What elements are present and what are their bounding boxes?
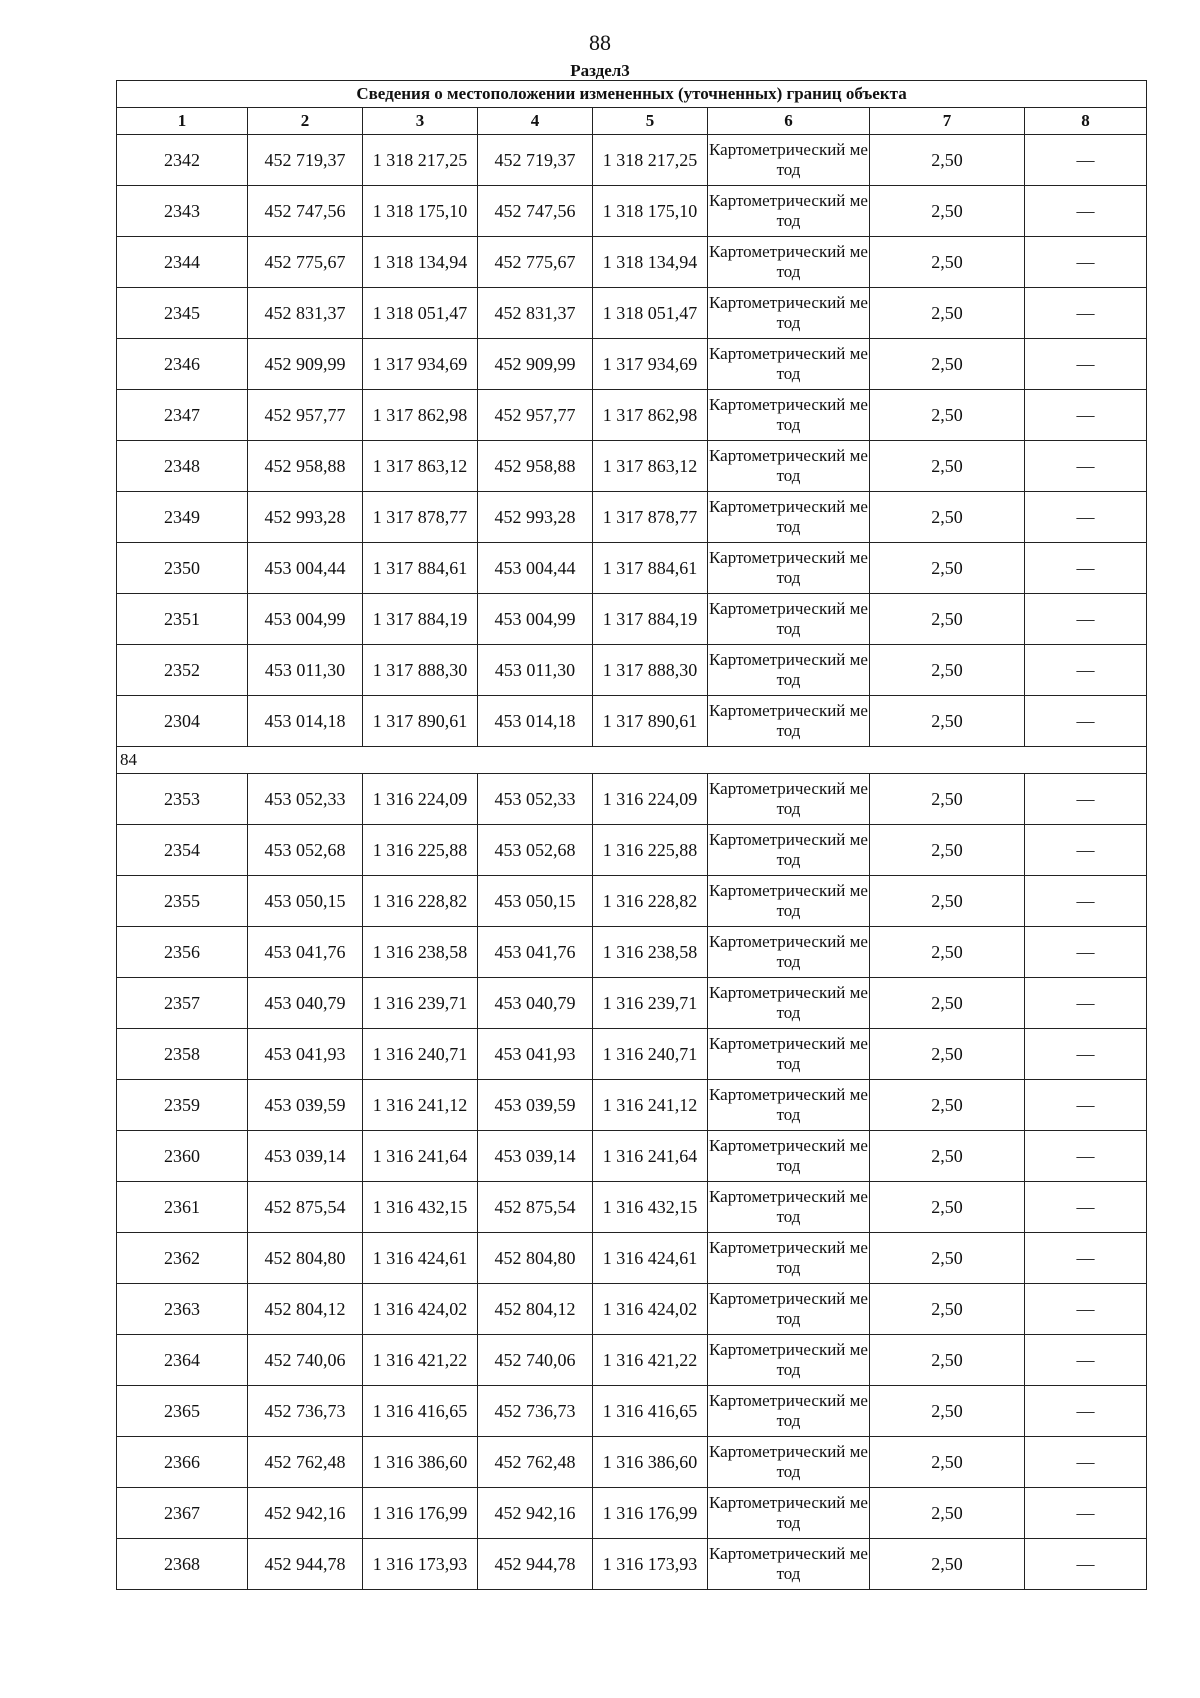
table-row [117, 1233, 1147, 1284]
table-row [117, 135, 1147, 186]
table-cell: 2,50 [870, 1182, 1025, 1233]
table-cell: 1 316 386,60 [363, 1437, 478, 1488]
table-cell: 2344 [117, 237, 248, 288]
table-cell: 2,50 [870, 1284, 1025, 1335]
table-cell: 453 052,33 [478, 774, 593, 825]
table-cell: 1 316 225,88 [593, 825, 708, 876]
table-cell: 2350 [117, 543, 248, 594]
table-cell: 1 317 890,61 [363, 696, 478, 747]
table-cell: 452 875,54 [248, 1182, 363, 1233]
page-number: 88 [589, 30, 611, 55]
table-cell: Картометрический метод [708, 594, 870, 645]
table-cell: 2,50 [870, 1437, 1025, 1488]
table-cell: — [1025, 927, 1147, 978]
table-cell: Картометрический метод [708, 543, 870, 594]
table-cell: — [1025, 1335, 1147, 1386]
table-cell: Картометрический метод [708, 1386, 870, 1437]
table-row [117, 288, 1147, 339]
table-cell: 452 993,28 [478, 492, 593, 543]
table-row [117, 1029, 1147, 1080]
table-row [117, 1182, 1147, 1233]
table-cell: 1 316 421,22 [593, 1335, 708, 1386]
table-cell: 2359 [117, 1080, 248, 1131]
table-cell: 452 747,56 [478, 186, 593, 237]
table-cell: 453 050,15 [248, 876, 363, 927]
table-cell: 452 993,28 [248, 492, 363, 543]
table-cell: — [1025, 594, 1147, 645]
table-cell: 2,50 [870, 1233, 1025, 1284]
table-cell: 453 052,68 [248, 825, 363, 876]
table-row [117, 1284, 1147, 1335]
table-cell: 453 041,93 [478, 1029, 593, 1080]
table-cell: 453 040,79 [248, 978, 363, 1029]
table-cell: Картометрический метод [708, 876, 870, 927]
table-row [117, 774, 1147, 825]
table-cell: 453 039,59 [248, 1080, 363, 1131]
table-cell: 2,50 [870, 645, 1025, 696]
table-row [117, 339, 1147, 390]
table-cell: 1 316 224,09 [363, 774, 478, 825]
table-cell: Картометрический метод [708, 135, 870, 186]
table-cell: Картометрический метод [708, 1335, 870, 1386]
table-cell: 453 004,99 [478, 594, 593, 645]
table-cell: 1 318 175,10 [363, 186, 478, 237]
table-cell: 2,50 [870, 1488, 1025, 1539]
table-row [117, 1386, 1147, 1437]
column-header: 3 [363, 108, 478, 135]
table-cell: 1 316 239,71 [363, 978, 478, 1029]
table-cell: 1 317 884,19 [593, 594, 708, 645]
column-header: 4 [478, 108, 593, 135]
table-cell: 1 317 884,61 [363, 543, 478, 594]
table-row [117, 543, 1147, 594]
table-cell: 1 316 424,02 [593, 1284, 708, 1335]
table-caption-row [117, 81, 1147, 108]
table-cell: 453 039,14 [478, 1131, 593, 1182]
table-cell: 1 316 228,82 [593, 876, 708, 927]
table-cell: 452 958,88 [248, 441, 363, 492]
table-cell: — [1025, 288, 1147, 339]
table-cell: 453 004,44 [478, 543, 593, 594]
table-cell: 453 052,33 [248, 774, 363, 825]
table-cell: 2,50 [870, 492, 1025, 543]
column-header: 5 [593, 108, 708, 135]
table-cell: 2343 [117, 186, 248, 237]
table-cell: Картометрический метод [708, 441, 870, 492]
table-cell: Картометрический метод [708, 339, 870, 390]
table-cell: — [1025, 339, 1147, 390]
table-cell: — [1025, 441, 1147, 492]
table-cell: 2347 [117, 390, 248, 441]
table-cell: 452 957,77 [248, 390, 363, 441]
table-cell: 2,50 [870, 237, 1025, 288]
table-cell: — [1025, 1437, 1147, 1488]
table-row [117, 978, 1147, 1029]
table-cell: 2352 [117, 645, 248, 696]
table-cell: 1 316 424,61 [363, 1233, 478, 1284]
table-cell: 2348 [117, 441, 248, 492]
table-cell: — [1025, 1488, 1147, 1539]
table-cell: Картометрический метод [708, 1539, 870, 1590]
table-cell: 452 909,99 [248, 339, 363, 390]
table-cell: 1 316 238,58 [363, 927, 478, 978]
table-row [117, 1488, 1147, 1539]
table-cell: — [1025, 1182, 1147, 1233]
table-cell: 2,50 [870, 876, 1025, 927]
column-header: 1 [117, 108, 248, 135]
table-cell: 1 316 173,93 [363, 1539, 478, 1590]
table-cell: 2360 [117, 1131, 248, 1182]
table-cell: 452 736,73 [248, 1386, 363, 1437]
table-cell: 1 316 424,61 [593, 1233, 708, 1284]
table-cell: 2355 [117, 876, 248, 927]
table-cell: 1 316 432,15 [593, 1182, 708, 1233]
table-row [117, 441, 1147, 492]
table-cell: — [1025, 876, 1147, 927]
table-cell: 2354 [117, 825, 248, 876]
table-cell: 2,50 [870, 594, 1025, 645]
table-cell: Картометрический метод [708, 978, 870, 1029]
table-cell: 452 957,77 [478, 390, 593, 441]
table-row [117, 1437, 1147, 1488]
table-row [117, 1539, 1147, 1590]
table-cell: 452 775,67 [248, 237, 363, 288]
table-cell: 453 041,76 [248, 927, 363, 978]
table-cell: 452 804,80 [478, 1233, 593, 1284]
table-row [117, 645, 1147, 696]
table-row [117, 1080, 1147, 1131]
table-cell: 1 316 241,64 [593, 1131, 708, 1182]
group-label-row [117, 747, 1147, 774]
table-cell: 2,50 [870, 1539, 1025, 1590]
table-cell: 453 014,18 [478, 696, 593, 747]
table-cell: Картометрический метод [708, 1284, 870, 1335]
table-cell: 452 775,67 [478, 237, 593, 288]
table-cell: — [1025, 390, 1147, 441]
table-cell: — [1025, 1080, 1147, 1131]
table-cell: 453 011,30 [248, 645, 363, 696]
table-cell: 1 316 173,93 [593, 1539, 708, 1590]
column-header: 8 [1025, 108, 1147, 135]
table-cell: 2,50 [870, 441, 1025, 492]
table-cell: 1 318 175,10 [593, 186, 708, 237]
table-cell: 1 317 888,30 [363, 645, 478, 696]
table-cell: 2304 [117, 696, 248, 747]
table-cell: — [1025, 1386, 1147, 1437]
table-cell: 452 719,37 [248, 135, 363, 186]
group-label: 84 [117, 747, 1147, 774]
table-cell: 452 804,80 [248, 1233, 363, 1284]
table-cell: 2366 [117, 1437, 248, 1488]
section-title: Раздел3 [570, 61, 630, 80]
table-cell: 2,50 [870, 288, 1025, 339]
table-cell: 2,50 [870, 1029, 1025, 1080]
table-cell: 452 944,78 [478, 1539, 593, 1590]
table-cell: 452 762,48 [478, 1437, 593, 1488]
table-cell: 1 317 884,61 [593, 543, 708, 594]
table-cell: 2361 [117, 1182, 248, 1233]
table-cell: 452 804,12 [478, 1284, 593, 1335]
table-cell: 453 004,44 [248, 543, 363, 594]
table-cell: Картометрический метод [708, 927, 870, 978]
table-cell: — [1025, 492, 1147, 543]
table-cell: 2365 [117, 1386, 248, 1437]
table-cell: 452 909,99 [478, 339, 593, 390]
table-cell: 453 050,15 [478, 876, 593, 927]
table-cell: 2,50 [870, 978, 1025, 1029]
table-cell: 453 040,79 [478, 978, 593, 1029]
table-cell: 2358 [117, 1029, 248, 1080]
table-cell: 2,50 [870, 1335, 1025, 1386]
table-cell: Картометрический метод [708, 645, 870, 696]
table-cell: 453 039,14 [248, 1131, 363, 1182]
table-cell: 1 317 934,69 [363, 339, 478, 390]
table-cell: 453 041,93 [248, 1029, 363, 1080]
table-cell: 453 039,59 [478, 1080, 593, 1131]
table-row [117, 1335, 1147, 1386]
table-cell: 452 719,37 [478, 135, 593, 186]
table-row [117, 927, 1147, 978]
table-cell: 2368 [117, 1539, 248, 1590]
table-cell: 2346 [117, 339, 248, 390]
table-cell: — [1025, 1233, 1147, 1284]
table-cell: 1 318 217,25 [363, 135, 478, 186]
table-cell: — [1025, 1131, 1147, 1182]
table-cell: Картометрический метод [708, 1233, 870, 1284]
table-cell: Картометрический метод [708, 1182, 870, 1233]
table-header-row [117, 108, 1147, 135]
table-cell: Картометрический метод [708, 288, 870, 339]
table-cell: 1 316 241,12 [363, 1080, 478, 1131]
table-cell: 2356 [117, 927, 248, 978]
table-cell: 1 317 878,77 [593, 492, 708, 543]
table-row [117, 825, 1147, 876]
table-cell: Картометрический метод [708, 1080, 870, 1131]
column-header: 2 [248, 108, 363, 135]
coordinates-table [116, 80, 1147, 1590]
table-row [117, 237, 1147, 288]
table-cell: Картометрический метод [708, 492, 870, 543]
table-cell: 453 014,18 [248, 696, 363, 747]
table-cell: 2,50 [870, 927, 1025, 978]
table-cell: 2,50 [870, 1131, 1025, 1182]
table-cell: 1 316 176,99 [363, 1488, 478, 1539]
table-cell: 1 316 416,65 [593, 1386, 708, 1437]
table-cell: 1 316 241,12 [593, 1080, 708, 1131]
table-cell: 1 316 421,22 [363, 1335, 478, 1386]
table-cell: 1 316 238,58 [593, 927, 708, 978]
table-cell: 452 942,16 [478, 1488, 593, 1539]
table-cell: 1 318 134,94 [593, 237, 708, 288]
table-cell: 1 316 239,71 [593, 978, 708, 1029]
table-cell: — [1025, 1029, 1147, 1080]
table-cell: 452 740,06 [478, 1335, 593, 1386]
table-cell: 2364 [117, 1335, 248, 1386]
table-cell: — [1025, 186, 1147, 237]
table-cell: 453 004,99 [248, 594, 363, 645]
table-cell: Картометрический метод [708, 696, 870, 747]
table-cell: 1 316 225,88 [363, 825, 478, 876]
table-cell: 2357 [117, 978, 248, 1029]
table-cell: 452 944,78 [248, 1539, 363, 1590]
table-cell: 2,50 [870, 135, 1025, 186]
table-cell: 453 052,68 [478, 825, 593, 876]
table-cell: — [1025, 237, 1147, 288]
table-cell: 2342 [117, 135, 248, 186]
table-cell: 1 316 432,15 [363, 1182, 478, 1233]
table-cell: 452 958,88 [478, 441, 593, 492]
table-cell: 1 317 878,77 [363, 492, 478, 543]
table-cell: 1 317 863,12 [593, 441, 708, 492]
table-cell: 2,50 [870, 543, 1025, 594]
table-cell: 1 316 240,71 [593, 1029, 708, 1080]
table-cell: 1 316 224,09 [593, 774, 708, 825]
table-cell: 1 316 416,65 [363, 1386, 478, 1437]
table-cell: 2,50 [870, 1080, 1025, 1131]
table-cell: Картометрический метод [708, 1131, 870, 1182]
table-cell: 1 316 424,02 [363, 1284, 478, 1335]
table-cell: Картометрический метод [708, 1437, 870, 1488]
table-cell: 452 747,56 [248, 186, 363, 237]
table-cell: 452 740,06 [248, 1335, 363, 1386]
column-header: 7 [870, 108, 1025, 135]
table-cell: 1 317 863,12 [363, 441, 478, 492]
table-cell: 2,50 [870, 1386, 1025, 1437]
table-cell: — [1025, 774, 1147, 825]
table-row [117, 696, 1147, 747]
table-cell: 1 316 228,82 [363, 876, 478, 927]
table-cell: — [1025, 1284, 1147, 1335]
table-cell: 2,50 [870, 186, 1025, 237]
table-cell: 453 041,76 [478, 927, 593, 978]
column-header: 6 [708, 108, 870, 135]
table-cell: 2,50 [870, 774, 1025, 825]
table-cell: 452 942,16 [248, 1488, 363, 1539]
table-cell: 452 804,12 [248, 1284, 363, 1335]
table-cell: — [1025, 825, 1147, 876]
table-cell: 453 011,30 [478, 645, 593, 696]
table-row [117, 594, 1147, 645]
table-cell: 1 317 862,98 [593, 390, 708, 441]
table-cell: — [1025, 543, 1147, 594]
table-cell: — [1025, 696, 1147, 747]
table-cell: — [1025, 978, 1147, 1029]
table-cell: 2353 [117, 774, 248, 825]
table-cell: Картометрический метод [708, 1488, 870, 1539]
table-row [117, 390, 1147, 441]
table-cell: 452 831,37 [478, 288, 593, 339]
table-cell: 1 317 862,98 [363, 390, 478, 441]
table-cell: 2,50 [870, 696, 1025, 747]
table-cell: 1 317 884,19 [363, 594, 478, 645]
table-cell: 1 318 051,47 [593, 288, 708, 339]
table-cell: 1 317 888,30 [593, 645, 708, 696]
table-cell: 452 831,37 [248, 288, 363, 339]
table-cell: 1 318 134,94 [363, 237, 478, 288]
table-row [117, 492, 1147, 543]
table-cell: Картометрический метод [708, 237, 870, 288]
table-cell: — [1025, 135, 1147, 186]
table-cell: Картометрический метод [708, 825, 870, 876]
table-cell: 2,50 [870, 825, 1025, 876]
table-cell: 1 316 241,64 [363, 1131, 478, 1182]
table-cell: 2351 [117, 594, 248, 645]
table-row [117, 876, 1147, 927]
table-cell: Картометрический метод [708, 1029, 870, 1080]
table-cell: 1 316 240,71 [363, 1029, 478, 1080]
table-body [117, 135, 1147, 1590]
table-cell: 2349 [117, 492, 248, 543]
table-cell: 2345 [117, 288, 248, 339]
table-cell: Картометрический метод [708, 390, 870, 441]
table-cell: 452 736,73 [478, 1386, 593, 1437]
table-cell: 452 875,54 [478, 1182, 593, 1233]
table-cell: Картометрический метод [708, 186, 870, 237]
table-cell: Картометрический метод [708, 774, 870, 825]
table-caption: Сведения о местоположении измененных (уточненных) границ объекта [117, 81, 1147, 108]
table-cell: 1 318 051,47 [363, 288, 478, 339]
table-cell: 2363 [117, 1284, 248, 1335]
table-cell: 452 762,48 [248, 1437, 363, 1488]
table-cell: 2367 [117, 1488, 248, 1539]
table-cell: 2,50 [870, 339, 1025, 390]
table-cell: — [1025, 645, 1147, 696]
table-cell: — [1025, 1539, 1147, 1590]
table-cell: 1 318 217,25 [593, 135, 708, 186]
table-cell: 1 316 386,60 [593, 1437, 708, 1488]
table-row [117, 1131, 1147, 1182]
table-cell: 1 317 934,69 [593, 339, 708, 390]
table-cell: 1 317 890,61 [593, 696, 708, 747]
table-cell: 2,50 [870, 390, 1025, 441]
table-row [117, 186, 1147, 237]
table-cell: 2362 [117, 1233, 248, 1284]
table-cell: 1 316 176,99 [593, 1488, 708, 1539]
